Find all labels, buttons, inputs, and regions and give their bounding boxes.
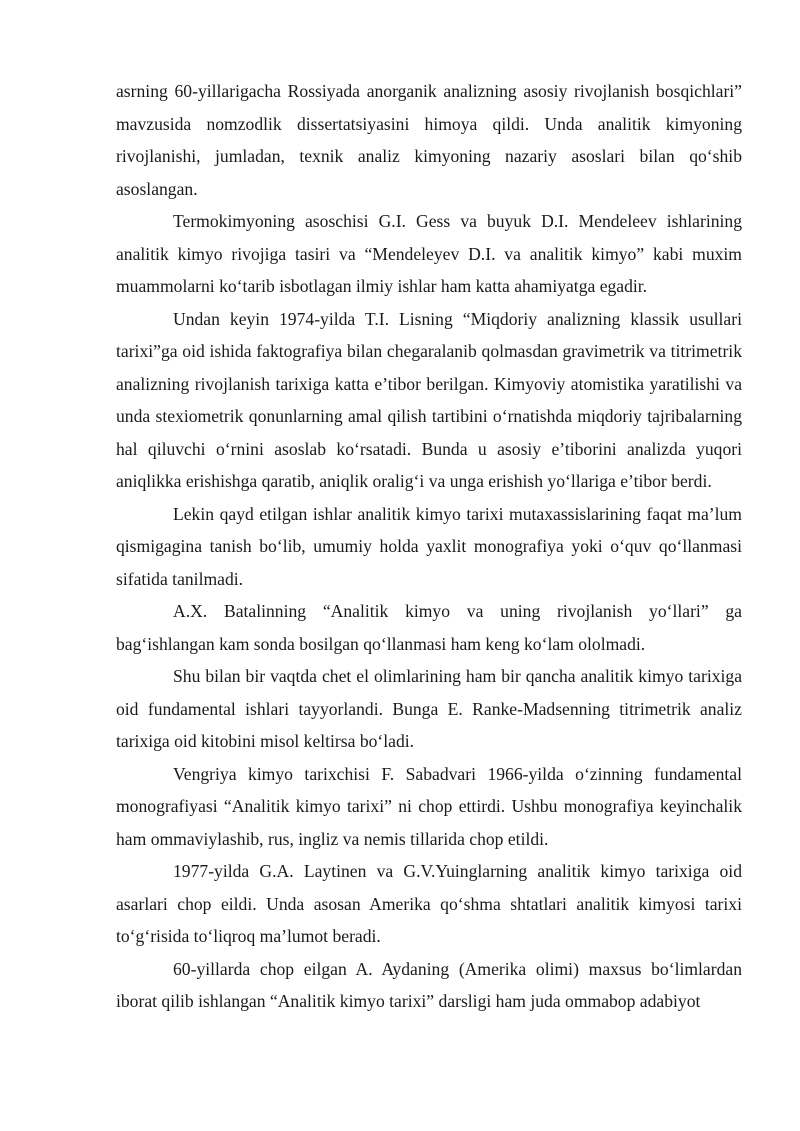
paragraph-ayda-60s: 60-yillarda chop eilgan A. Aydaning (Amerika olimi) maxsus bo‘limlardan iborat qilib ishlangan “Analitik kimyo tarixi” darsligi ham juda ommabop adabiyot (116, 958, 742, 1011)
paragraph-foreign-scholars: Shu bilan bir vaqtda chet el olimlarining ham bir qancha analitik kimyo tarixiga oid fundamental ishlari tayyorlandi. Bunga E. Ranke-Madsenning titrimetrik analiz tarixiga oid kitobini misol keltirsa bo‘ladi. (116, 666, 742, 751)
paragraph-laytinen-1977: 1977-yilda G.A. Laytinen va G.V.Yuinglarning analitik kimyo tarixiga oid asarlari chop eildi. Unda asosan Amerika qo‘shma shtatlari analitik kimyosi tarixi to‘g‘risida to‘liqroq ma’lumot beradi. (116, 861, 742, 946)
paragraph-continuation: asrning 60-yillarigacha Rossiyada anorganik analizning asosiy rivojlanish bosqichlari” mavzusida nomzodlik dissertatsiyasini himoya qildi. Unda analitik kimyoning rivojlanishi, jumladan, texnik analiz kimyoning nazariy asoslari bilan qo‘shib asoslangan. (116, 81, 742, 199)
document-page (116, 75, 742, 1018)
paragraph-specialists: Lekin qayd etilgan ishlar analitik kimyo tarixi mutaxassislarining faqat ma’lum qismigagina tanish bo‘lib, umumiy holda yaxlit monografiya yoki o‘quv qo‘llanmasi sifatida tanilmadi. (116, 503, 742, 589)
paragraph-gess-mendeleev: Termokimyoning asoschisi G.I. Gess va buyuk D.I. Mendeleev ishlarining analitik kimyo rivojiga tasiri va “Mendeleyev D.I. va analitik kimyo” kabi muxim muammolarni ko‘tarib isbotlagan ilmiy ishlar ham katta ahamiyatga egadir. (116, 211, 742, 296)
paragraph-lis-1974: Undan keyin 1974-yilda T.I. Lisning “Miqdoriy analizning klassik usullari tarixi”ga oid ishida faktografiya bilan chegaralanib qolmasdan gravimetrik va titrimetrik analizning rivojlanish tarixiga katta e’tibor berilgan. Kimyoviy atomistika yaratilishi va unda stexiometrik qonunlarning amal qilish tartibini o‘rnatishda miqdoriy tajribalarning hal qiluvchi o‘rnini asoslab ko‘rsatadi. Bunda u asosiy e’tiborini analizda yuqori aniqlikka erishishga qaratib, aniqlik oralig‘i va unga erishish yo‘llariga e’tibor berdi. (116, 308, 742, 491)
paragraph-sabadvari-1966: Vengriya kimyo tarixchisi F. Sabadvari 1966-yilda o‘zinning fundamental monografiyasi “Analitik kimyo tarixi” ni chop ettirdi. Ushbu monografiya keyinchalik ham ommaviylashib, rus, ingliz va nemis tillarida chop etildi. (116, 763, 742, 849)
paragraph-batalin: A.X. Batalinning “Analitik kimyo va uning rivojlanish yo‘llari” ga bag‘ishlangan kam sonda bosilgan qo‘llanmasi ham keng ko‘lam ololmadi. (116, 601, 742, 654)
